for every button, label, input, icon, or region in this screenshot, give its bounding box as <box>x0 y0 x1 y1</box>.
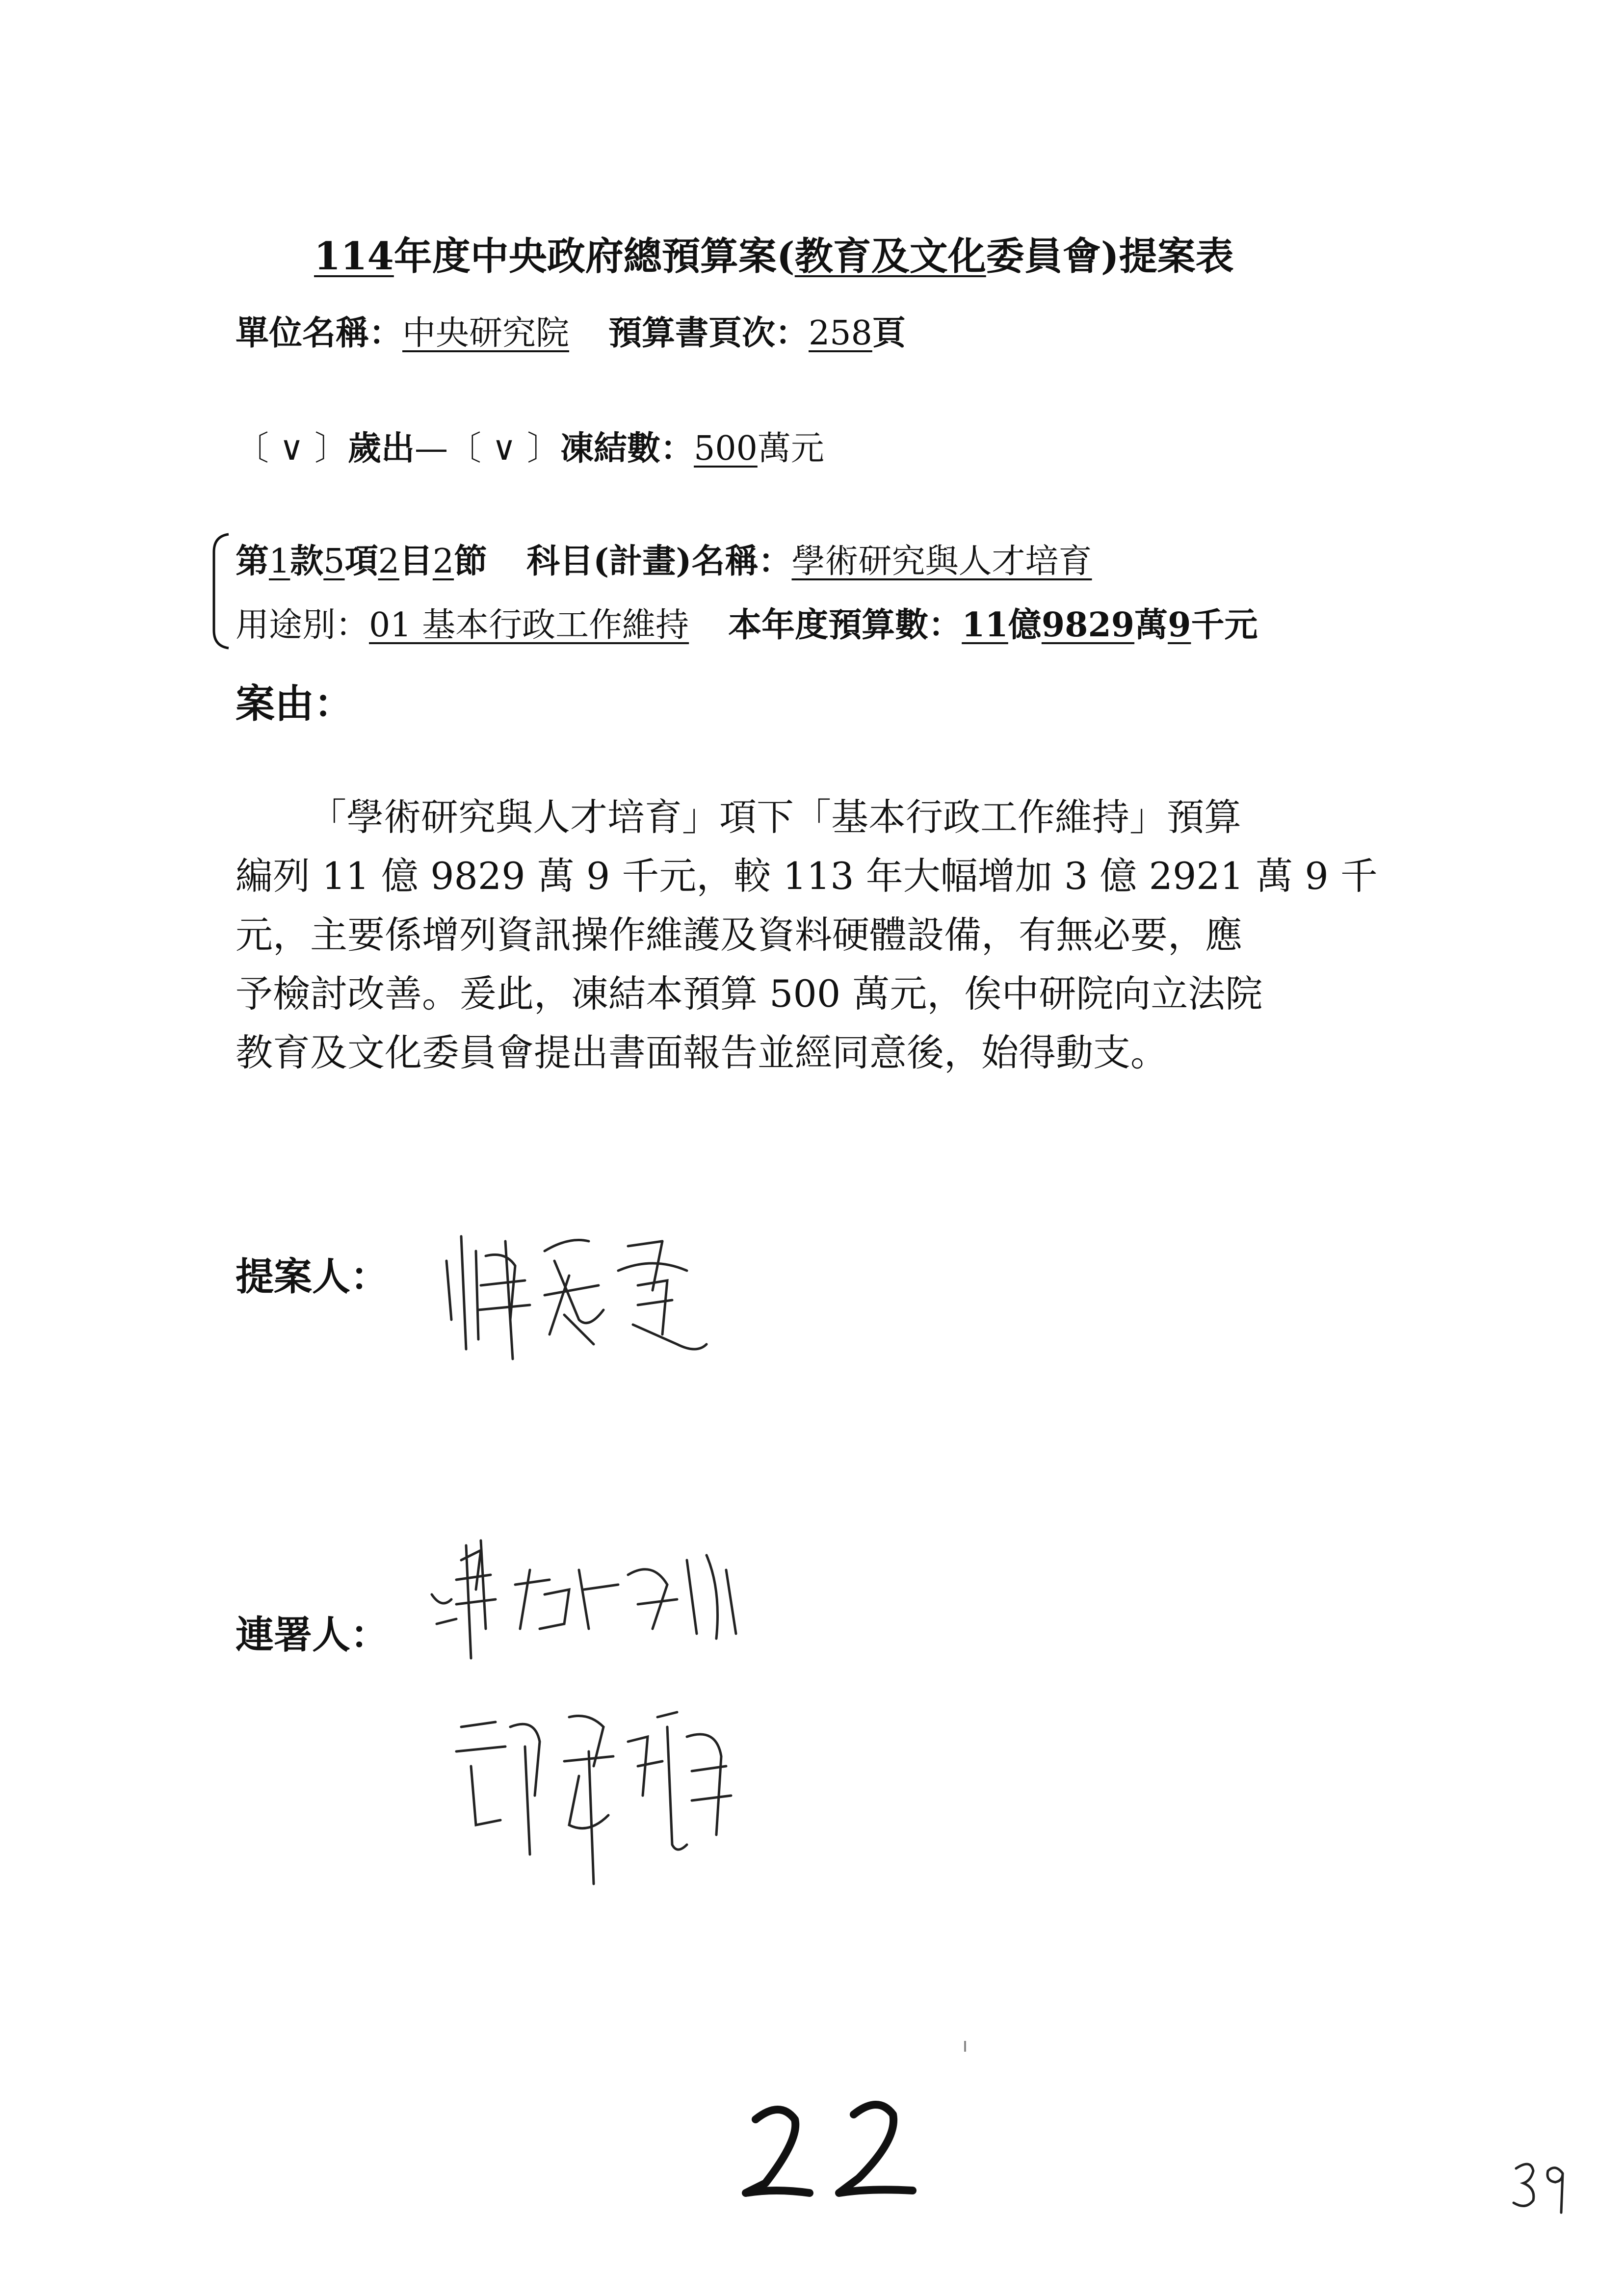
budget-qian-label: 千元 <box>1191 605 1258 645</box>
reason-line: 「學術研究與人才培育」項下「基本行政工作維持」預算 <box>309 795 1241 839</box>
unit-line <box>236 307 906 354</box>
form-title <box>314 226 1234 281</box>
jie-label: 節 <box>454 542 488 581</box>
expenditure-type: 歲出 <box>348 429 415 468</box>
title-year: 114 <box>314 234 394 279</box>
mu-label: 目 <box>399 542 433 581</box>
freeze-unit: 萬元 <box>757 429 824 468</box>
cosigner-signature <box>442 1697 814 1904</box>
budget-yi-number: 11 <box>962 605 1008 645</box>
expenditure-dash: — <box>415 429 448 468</box>
freeze-checkbox: 〔 ∨ 〕 <box>448 429 561 468</box>
annual-budget-label: 本年度預算數： <box>728 605 962 645</box>
handwritten-page-number <box>1506 2154 1575 2218</box>
item-line <box>236 535 1092 582</box>
mu-number: 2 <box>378 542 399 581</box>
bracket-mark <box>211 532 231 650</box>
reason-line: 元，主要係增列資訊操作維護及資料硬體設備，有無必要，應 <box>236 913 1242 957</box>
budget-page-label: 預算書頁次： <box>608 313 809 353</box>
proposer-label: 提案人： <box>236 1254 389 1299</box>
title-part2: 委員會)提案表 <box>986 234 1234 279</box>
unit-label: 單位名稱： <box>236 313 403 353</box>
cosigner-signature <box>422 1531 814 1678</box>
item-di: 第 <box>236 542 269 581</box>
title-committee: 教育及文化 <box>794 234 986 279</box>
expenditure-checkbox: 〔 ∨ 〕 <box>236 429 348 468</box>
cosigner-label: 連署人： <box>236 1613 389 1657</box>
freeze-amount: 500 <box>694 429 758 468</box>
xiang-number: 5 <box>323 542 345 581</box>
use-label: 用途別： <box>236 606 369 645</box>
freeze-label: 凍結數： <box>560 429 694 468</box>
use-line <box>236 599 1257 646</box>
jie-number: 2 <box>432 542 454 581</box>
budget-yi-label: 億 <box>1008 605 1042 645</box>
reason-label: 案由： <box>236 680 353 727</box>
reason-line: 編列 11 億 9829 萬 9 千元，較 113 年大幅增加 3 億 2921 萬 9 千 <box>236 854 1378 898</box>
xiang-label: 項 <box>344 542 378 581</box>
reason-line: 予檢討改善。爰此，凍結本預算 500 萬元，俟中研院向立法院 <box>236 972 1263 1016</box>
stray-mark <box>964 2041 966 2052</box>
expenditure-line <box>236 422 824 470</box>
budget-qian-number: 9 <box>1168 605 1191 645</box>
kuan-label: 款 <box>290 542 324 581</box>
handwritten-page-mark <box>736 2095 932 2203</box>
unit-value: 中央研究院 <box>402 314 570 353</box>
budget-page-suffix: 頁 <box>872 313 906 353</box>
reason-line: 教育及文化委員會提出書面報告並經同意後，始得動支。 <box>236 1031 1168 1074</box>
budget-wan-number: 9829 <box>1041 605 1135 645</box>
subject-value: 學術研究與人才培育 <box>791 542 1092 581</box>
use-value: 01 基本行政工作維持 <box>369 606 689 645</box>
subject-label: 科目(計畫)名稱： <box>526 542 792 581</box>
budget-wan-label: 萬 <box>1134 605 1168 645</box>
budget-page-value: 258 <box>809 314 872 353</box>
title-part1: 年度中央政府總預算案( <box>393 234 795 279</box>
kuan-number: 1 <box>269 542 290 581</box>
proposer-signature <box>432 1222 736 1369</box>
